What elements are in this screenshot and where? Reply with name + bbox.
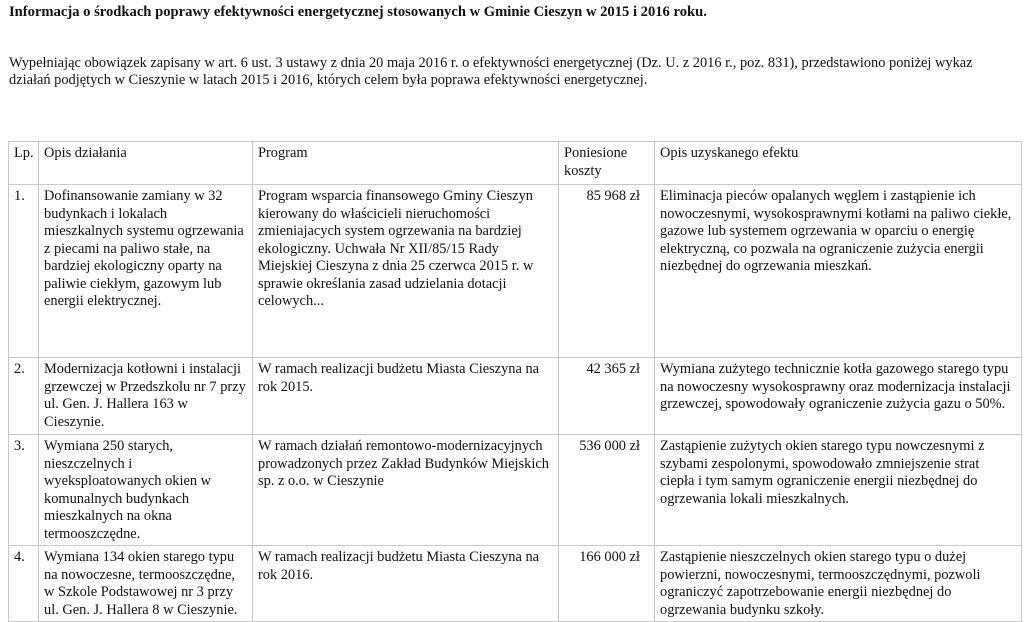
- row-koszty: 536 000 zł: [559, 435, 655, 546]
- intro-paragraph: Wypełniając obowiązek zapisany w art. 6 ust. 3 ustawy z dnia 20 maja 2016 r. o efektywności energetycznej (Dz. U. z 2016 r., poz. 831), przedstawiono poniżej wykaz działań podjętych w Cieszynie w latach 2015 i 2016, których celem była poprawa efektywności energetycznej.: [9, 55, 973, 88]
- table-row: [9, 358, 1022, 435]
- measures-table: [8, 141, 1022, 622]
- row-opis: Wymiana 134 okien starego typu na nowoczesne, termooszczędne, w Szkole Podstawowej nr 3 przy ul. Gen. J. Hallera 8 w Cieszynie.: [39, 546, 253, 622]
- header-opis-efektu: Opis uzyskanego efektu: [655, 142, 1022, 185]
- row-efekt: Wymiana zużytego technicznie kotła gazowego starego typu na nowoczesny wysokosprawny oraz modernizacja instalacji grzewczej, spowodowały ograniczenie zużycia gazu o 50%.: [655, 358, 1022, 435]
- header-program: Program: [253, 142, 559, 185]
- header-opis-dzialania: Opis działania: [39, 142, 253, 185]
- row-program: W ramach realizacji budżetu Miasta Cieszyna na rok 2016.: [253, 546, 559, 622]
- row-opis: Wymiana 250 starych, nieszczelnych i wyeksploatowanych okien w komunalnych budynkach mieszkalnych na okna termooszczędne.: [39, 435, 253, 546]
- row-efekt: Zastąpienie nieszczelnych okien starego typu o dużej powierzni, nowoczesnymi, termooszczędnymi, pozwoli ograniczyć zapotrzebowanie energii niezbędnej do ogrzewania budynku szkoły.: [655, 546, 1022, 622]
- row-lp: 4.: [9, 546, 39, 622]
- table-row: [9, 185, 1022, 358]
- header-lp: Lp.: [9, 142, 39, 185]
- row-koszty: 166 000 zł: [559, 546, 655, 622]
- row-lp: 2.: [9, 358, 39, 435]
- row-koszty: 42 365 zł: [559, 358, 655, 435]
- row-koszty: 85 968 zł: [559, 185, 655, 358]
- row-program: Program wsparcia finansowego Gminy Cieszyn kierowany do właścicieli nieruchomości zmieniajacych system ogrzewania na bardziej ekologiczny. Uchwała Nr XII/85/15 Rady Miejskiej Cieszyna z dnia 25 czerwca 2015 r. w sprawie określania zasad udzielania dotacji celowych...: [253, 185, 559, 358]
- table-row: [9, 546, 1022, 622]
- row-lp: 1.: [9, 185, 39, 358]
- row-opis: Dofinansowanie zamiany w 32 budynkach i lokalach mieszkalnych systemu ogrzewania z piecami na paliwo stałe, na bardziej ekologiczny oparty na paliwie ciekłym, gazowym lub energii elektrycznej.: [39, 185, 253, 358]
- row-program: W ramach działań remontowo-modernizacyjnych prowadzonych przez Zakład Budynków Miejskich sp. z o.o. w Cieszynie: [253, 435, 559, 546]
- document-title: Informacja o środkach poprawy efektywności energetycznej stosowanych w Gminie Cieszyn w 2015 i 2016 roku.: [9, 4, 707, 20]
- row-efekt: Zastąpienie zużytych okien starego typu nowczesnymi z szybami zespolonymi, spowodowało zmniejszenie strat ciepła i tym samym ograniczenie energii niezbędnej do ogrzewania lokali mieszkalnych.: [655, 435, 1022, 546]
- header-poniesione-koszty: Poniesione koszty: [559, 142, 655, 185]
- table-header-row: [9, 142, 1022, 185]
- row-efekt: Eliminacja pieców opalanych węglem i zastąpienie ich nowoczesnymi, wysokosprawnymi kotłami na paliwo ciekłe, gazowe lub systemem ogrzewania w oparciu o energię elektryczną, co pozwala na ograniczenie zużycia energii niezbędnej do ogrzewania mieszkań.: [655, 185, 1022, 358]
- row-opis: Modernizacja kotłowni i instalacji grzewczej w Przedszkolu nr 7 przy ul. Gen. J. Hallera 163 w Cieszynie.: [39, 358, 253, 435]
- row-lp: 3.: [9, 435, 39, 546]
- table-row: [9, 435, 1022, 546]
- row-program: W ramach realizacji budżetu Miasta Cieszyna na rok 2015.: [253, 358, 559, 435]
